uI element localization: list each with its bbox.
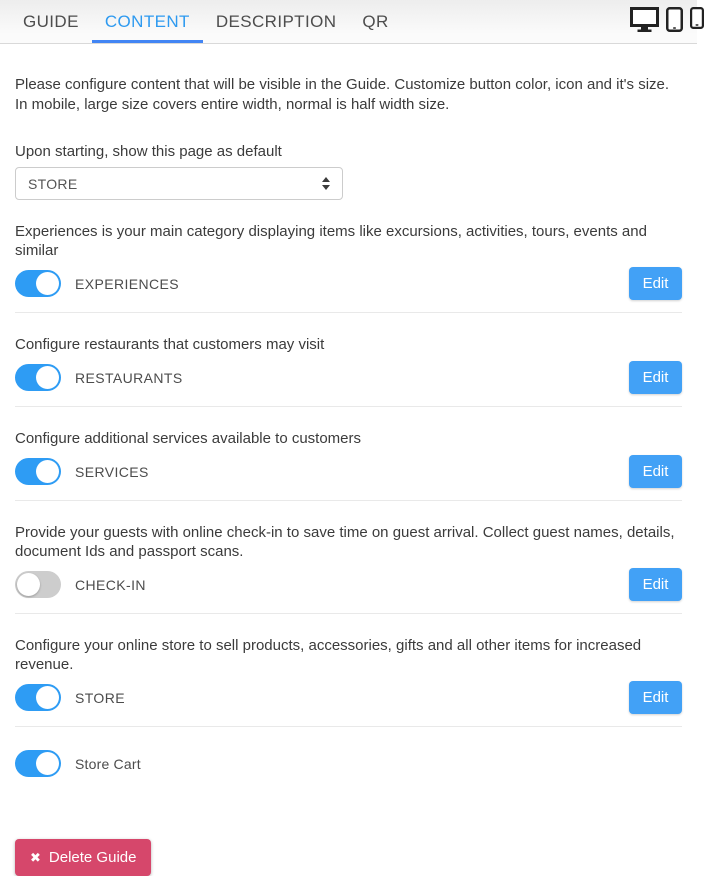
- default-page-select[interactable]: [15, 167, 343, 200]
- services-toggle-label: SERVICES: [75, 463, 149, 480]
- tab-guide-label: GUIDE: [23, 11, 79, 31]
- store-toggle[interactable]: [15, 684, 61, 711]
- tab-content-label: CONTENT: [104, 11, 190, 31]
- restaurants-toggle-label: RESTAURANTS: [75, 369, 183, 386]
- toggle-knob: [36, 752, 59, 775]
- intro-text: Please configure content that will be visible in the Guide. Customize button color, icon and it's size. In mobile, large size covers entire width, normal is half width size.: [15, 76, 670, 113]
- toggle-knob: [17, 573, 40, 596]
- close-icon: ✖: [30, 850, 41, 865]
- experiences-toggle-label: EXPERIENCES: [75, 275, 179, 292]
- check-in-edit-button[interactable]: Edit: [629, 568, 682, 601]
- toggle-knob: [36, 366, 59, 389]
- store-cart-toggle[interactable]: [15, 750, 61, 777]
- section-check-in: [15, 501, 682, 614]
- toggle-knob: [36, 460, 59, 483]
- section-services: [15, 407, 682, 501]
- phone-icon[interactable]: [690, 7, 704, 29]
- store-cart-row: [15, 747, 682, 780]
- toggle-knob: [36, 272, 59, 295]
- content-panel: [0, 75, 697, 876]
- tab-description-label: DESCRIPTION: [215, 11, 337, 31]
- restaurants-description: Configure restaurants that customers may visit: [15, 336, 325, 353]
- services-description: Configure additional services available to customers: [15, 430, 362, 447]
- default-page-selected-value: STORE: [28, 175, 78, 192]
- preview-device-icons: [630, 7, 704, 32]
- services-toggle[interactable]: [15, 458, 61, 485]
- store-description: Configure your online store to sell products, accessories, gifts and all other items for increased revenue.: [15, 637, 642, 673]
- services-edit-button[interactable]: Edit: [629, 455, 682, 488]
- tab-description[interactable]: [203, 0, 350, 43]
- delete-guide-label: Delete Guide: [48, 849, 137, 866]
- experiences-edit-button[interactable]: Edit: [629, 267, 682, 300]
- section-store: [15, 614, 682, 727]
- tab-qr[interactable]: [349, 0, 401, 43]
- restaurants-toggle[interactable]: [15, 364, 61, 391]
- check-in-toggle[interactable]: [15, 571, 61, 598]
- default-page-label: Upon starting, show this page as default: [15, 143, 282, 160]
- experiences-toggle[interactable]: [15, 270, 61, 297]
- tab-bar: [0, 0, 697, 44]
- check-in-description: Provide your guests with online check-in to save time on guest arrival. Collect guest names, details, document Ids and passport scans.: [15, 524, 675, 560]
- tab-guide[interactable]: [10, 0, 92, 43]
- restaurants-edit-button[interactable]: Edit: [629, 361, 682, 394]
- section-experiences: [15, 200, 682, 313]
- store-edit-button[interactable]: Edit: [629, 681, 682, 714]
- tab-content[interactable]: [92, 0, 203, 43]
- tab-qr-label: QR: [362, 11, 389, 31]
- select-arrows-icon: [322, 177, 330, 190]
- check-in-toggle-label: CHECK-IN: [75, 576, 146, 593]
- section-restaurants: [15, 313, 682, 407]
- store-cart-label: Store Cart: [75, 755, 141, 772]
- store-toggle-label: STORE: [75, 689, 125, 706]
- tablet-icon[interactable]: [666, 7, 683, 32]
- delete-guide-button[interactable]: [15, 839, 151, 876]
- toggle-knob: [36, 686, 59, 709]
- desktop-icon[interactable]: [630, 7, 659, 32]
- experiences-description: Experiences is your main category displaying items like excursions, activities, tours, events and similar: [15, 223, 647, 259]
